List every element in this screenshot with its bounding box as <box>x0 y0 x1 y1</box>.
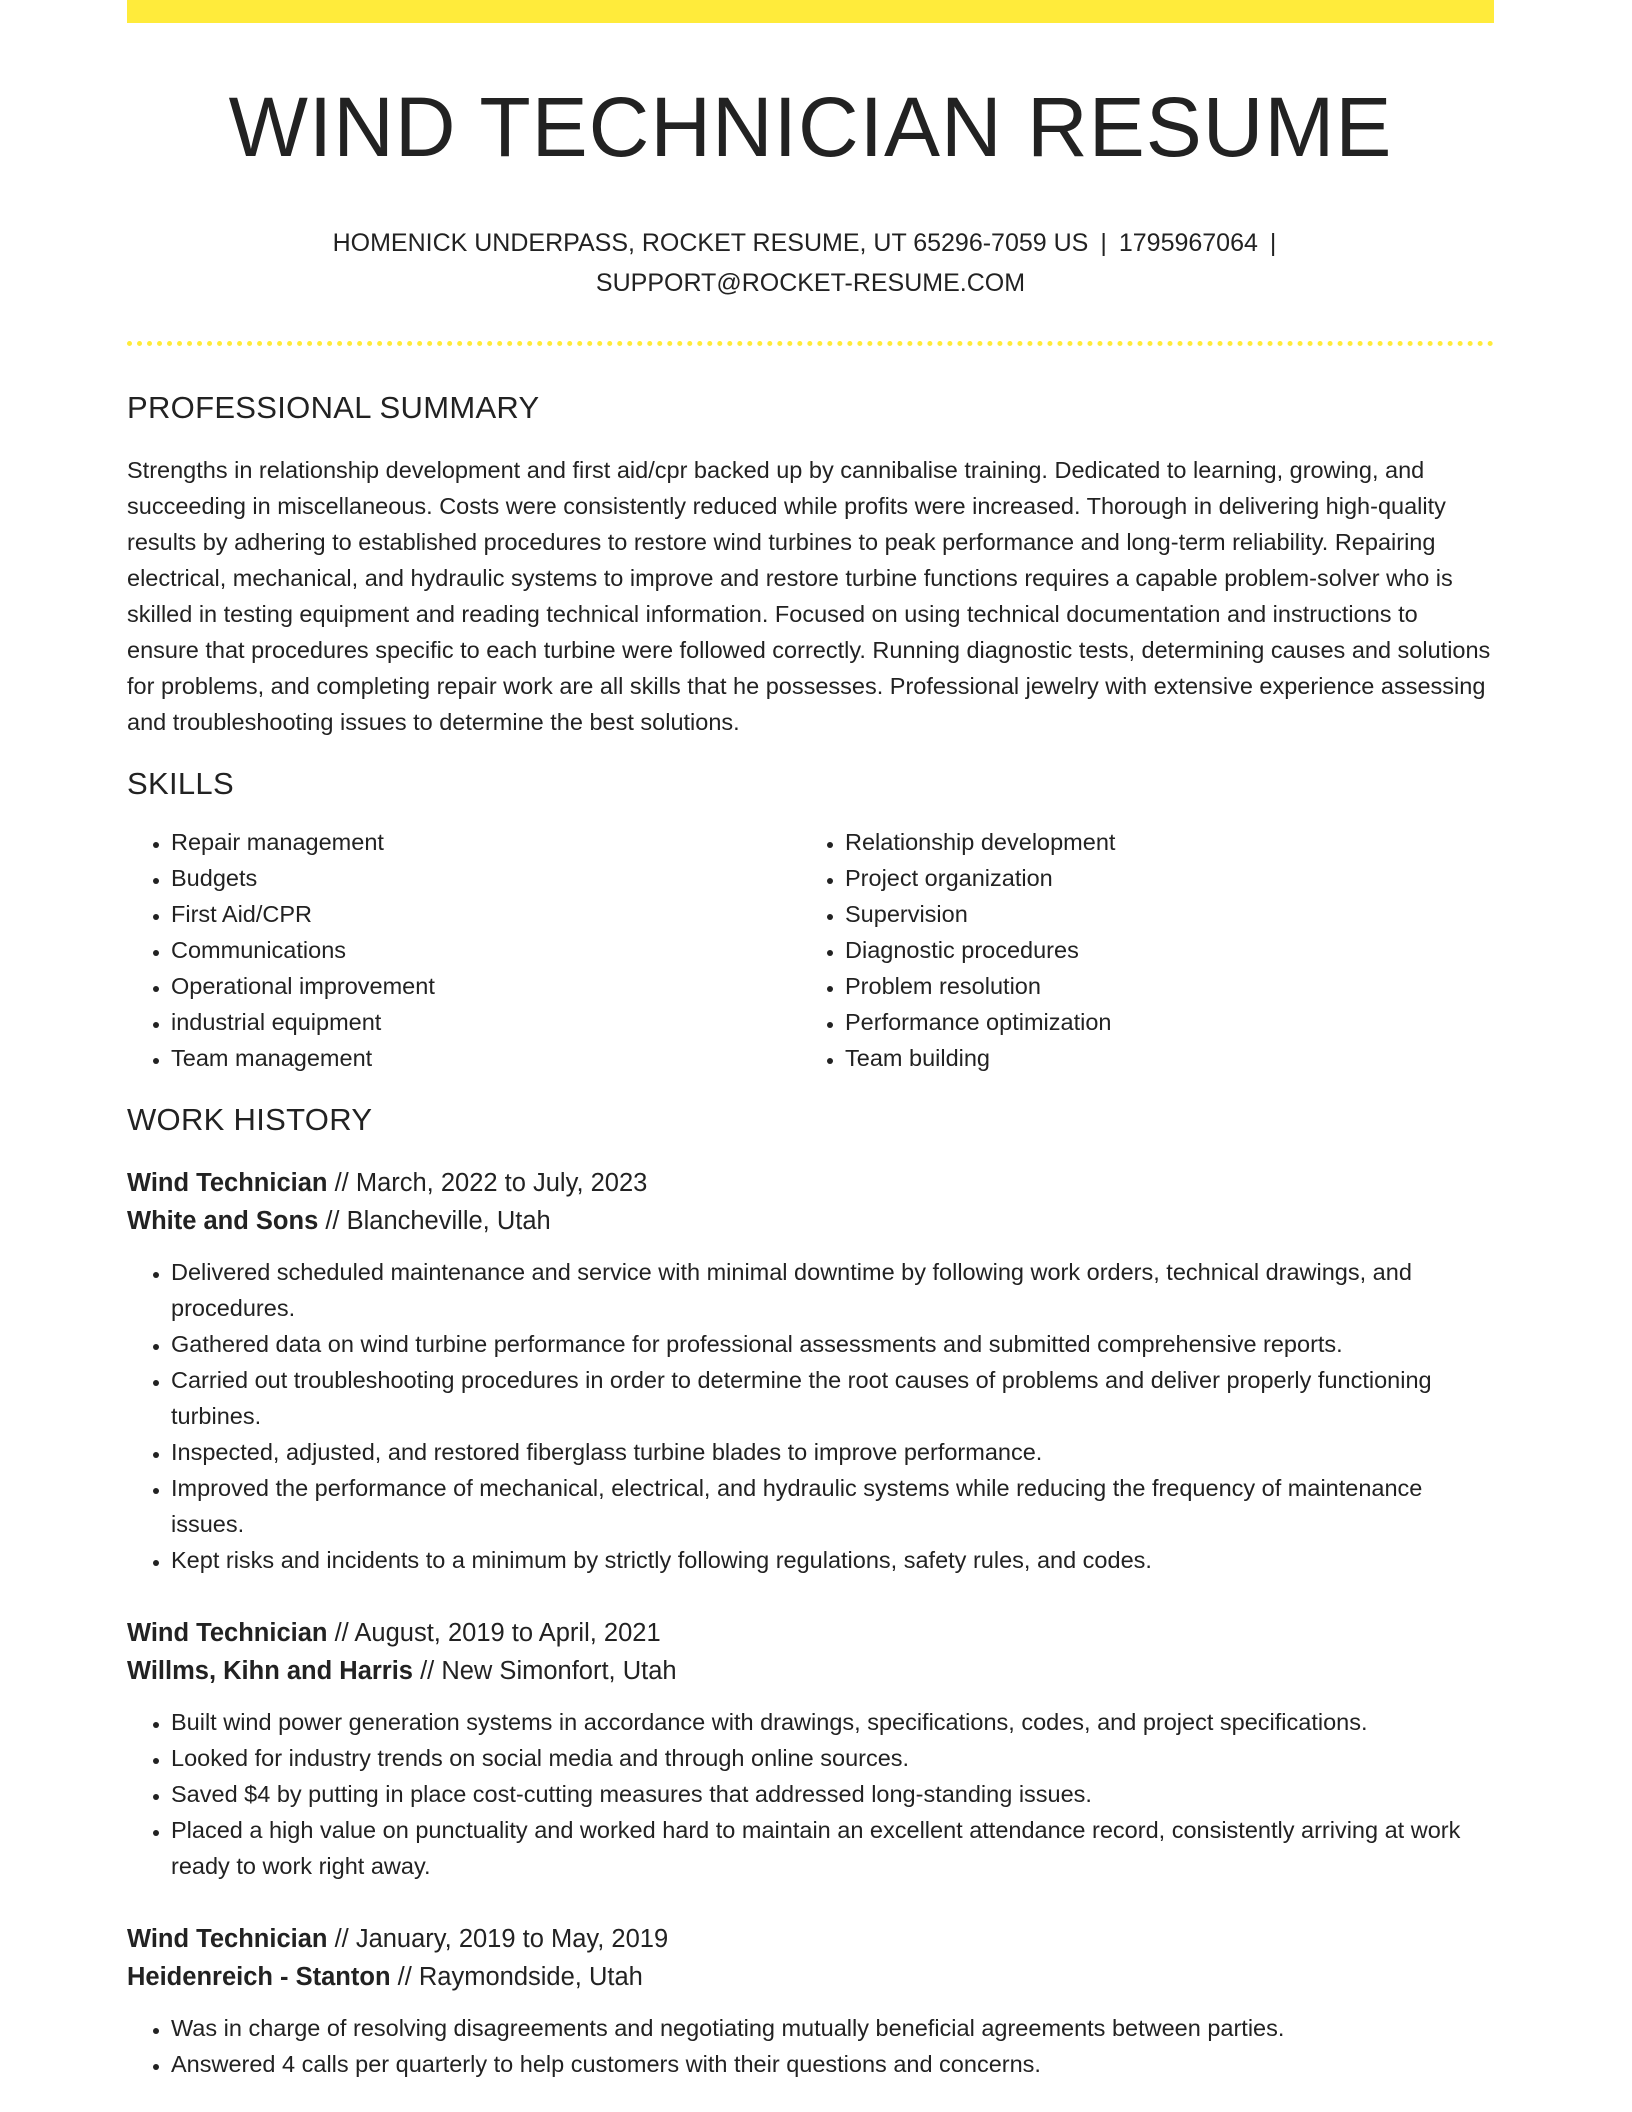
job-company-line <box>127 1652 1494 1690</box>
skills-section <box>127 766 1494 1076</box>
skill-item: • Communications <box>171 932 801 968</box>
job-bullet: • Placed a high value on punctuality and worked hard to maintain an excellent attendance record, consistently arriving at work ready to work right away. <box>171 1812 1494 1884</box>
job-company-line <box>127 1202 1494 1240</box>
top-accent-bar <box>127 0 1494 23</box>
job-bullet: • Improved the performance of mechanical, electrical, and hydraulic systems while reducing the frequency of maintenance issues. <box>171 1470 1494 1542</box>
job-bullet: • Saved $4 by putting in place cost-cutting measures that addressed long-standing issues. <box>171 1776 1494 1812</box>
work-history-section <box>127 1102 1494 2082</box>
skills-list-right <box>801 824 1475 1076</box>
job-title-line <box>127 1164 1494 1202</box>
header-divider <box>127 341 1494 346</box>
job-title-line <box>127 1614 1494 1652</box>
skill-item: • Diagnostic procedures <box>845 932 1475 968</box>
job-bullets <box>127 2010 1494 2082</box>
skill-item: • industrial equipment <box>171 1004 801 1040</box>
job-bullets <box>127 1704 1494 1884</box>
job-location: // New Simonfort, Utah <box>413 1657 677 1686</box>
skill-item: • Team management <box>171 1040 801 1076</box>
skills-heading: SKILLS <box>127 766 234 802</box>
job-bullet: • Answered 4 calls per quarterly to help customers with their questions and concerns. <box>171 2046 1494 2082</box>
contact-separator: | <box>1269 229 1277 258</box>
job-title-line <box>127 1920 1494 1958</box>
job-entry <box>127 1614 1494 1884</box>
resume-title: WIND TECHNICIAN RESUME <box>228 80 1393 174</box>
job-bullet: • Carried out troubleshooting procedures in order to determine the root causes of problems and deliver properly functioning turbines. <box>171 1362 1494 1434</box>
skill-item: • Team building <box>845 1040 1475 1076</box>
job-entry <box>127 1164 1494 1578</box>
contact-separator: | <box>1100 229 1107 258</box>
job-company: Heidenreich - Stanton <box>127 1963 391 1992</box>
skill-item: • Supervision <box>845 896 1475 932</box>
job-dates: // March, 2022 to July, 2023 <box>327 1169 648 1198</box>
skill-item: • Operational improvement <box>171 968 801 1004</box>
contact-info <box>127 223 1494 303</box>
skill-item: • Problem resolution <box>845 968 1475 1004</box>
summary-text: Strengths in relationship development and first aid/cpr backed up by cannibalise training. Dedicated to learning, growing, and succeeding in miscellaneous. Costs were consistently reduced while profits were increased. Thorough in delivering high-quality results by adhering to established procedures to restore wind turbines to peak performance and long-term reliability. Repairing electrical, mechanical, and hydraulic systems to improve and restore turbine functions requires a capable problem-solver who is skilled in testing equipment and reading technical information. Focused on using technical documentation and instructions to ensure that procedures specific to each turbine were followed correctly. Running diagnostic tests, determining causes and solutions for problems, and completing repair work are all skills that he possesses. Professional jewelry with extensive experience assessing and troubleshooting issues to determine the best solutions. <box>127 457 1491 736</box>
skills-columns <box>127 824 1494 1076</box>
skills-list-left <box>127 824 801 1076</box>
summary-heading: PROFESSIONAL SUMMARY <box>127 390 540 426</box>
skill-item: • Budgets <box>171 860 801 896</box>
job-title: Wind Technician <box>127 1619 328 1648</box>
skill-item: • Relationship development <box>845 824 1475 860</box>
job-location: // Raymondside, Utah <box>390 1963 643 1992</box>
job-bullet: • Inspected, adjusted, and restored fiberglass turbine blades to improve performance. <box>171 1434 1494 1470</box>
resume-page <box>127 0 1494 2082</box>
contact-phone: 1795967064 <box>1118 229 1258 258</box>
skill-item: • First Aid/CPR <box>171 896 801 932</box>
skill-item: • Performance optimization <box>845 1004 1475 1040</box>
job-location: // Blancheville, Utah <box>318 1207 551 1236</box>
job-company: White and Sons <box>127 1207 319 1236</box>
job-bullet: • Was in charge of resolving disagreements and negotiating mutually beneficial agreements between parties. <box>171 2010 1494 2046</box>
job-company: Willms, Kihn and Harris <box>127 1657 413 1686</box>
job-dates: // January, 2019 to May, 2019 <box>327 1925 669 1954</box>
job-bullet: • Looked for industry trends on social media and through online sources. <box>171 1740 1494 1776</box>
job-bullet: • Gathered data on wind turbine performance for professional assessments and submitted comprehensive reports. <box>171 1326 1494 1362</box>
job-bullet: • Kept risks and incidents to a minimum by strictly following regulations, safety rules, and codes. <box>171 1542 1494 1578</box>
job-company-line <box>127 1958 1494 1996</box>
job-title: Wind Technician <box>127 1925 328 1954</box>
job-bullets <box>127 1254 1494 1578</box>
contact-address: HOMENICK UNDERPASS, ROCKET RESUME, UT 65296-7059 US <box>332 229 1089 258</box>
skill-item: • Project organization <box>845 860 1475 896</box>
job-title: Wind Technician <box>127 1169 328 1198</box>
professional-summary-section <box>127 390 1494 740</box>
skill-item: • Repair management <box>171 824 801 860</box>
job-entry <box>127 1920 1494 2082</box>
contact-email: SUPPORT@ROCKET-RESUME.COM <box>595 269 1026 298</box>
job-bullet: • Built wind power generation systems in accordance with drawings, specifications, codes, and project specifications. <box>171 1704 1494 1740</box>
job-dates: // August, 2019 to April, 2021 <box>327 1619 661 1648</box>
job-bullet: • Delivered scheduled maintenance and service with minimal downtime by following work orders, technical drawings, and procedures. <box>171 1254 1494 1326</box>
work-history-heading: WORK HISTORY <box>127 1102 373 1138</box>
